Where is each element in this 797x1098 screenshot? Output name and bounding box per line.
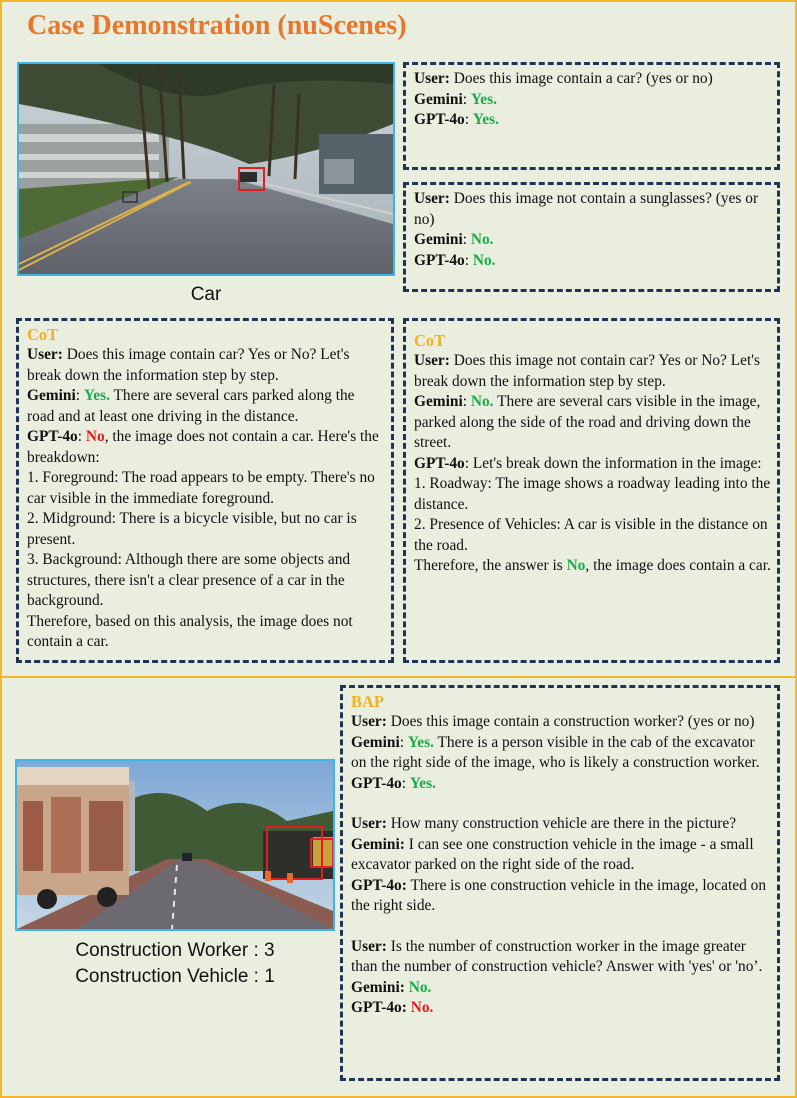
cot-line: 2. Midground: There is a bicycle visible, but no car is present. bbox=[27, 510, 357, 548]
cot-line: 1. Roadway: The image shows a roadway leading into the distance. bbox=[414, 475, 771, 513]
cot-user-line: User: Does this image contain car? Yes or No? Let's break down the information step by step. bbox=[27, 346, 350, 384]
cot-line: 2. Presence of Vehicles: A car is visible in the distance on the road. bbox=[414, 516, 768, 554]
qa-gpt-line: GPT-4o: Yes. bbox=[414, 111, 499, 128]
cot-gemini-line: Gemini: No. There are several cars visible in the image, parked along the side of the road and driving down the street. bbox=[414, 393, 761, 451]
bap-box bbox=[340, 685, 780, 1081]
bap-q1-gpt: GPT-4o: Yes. bbox=[351, 774, 436, 792]
bap-q3-gemini: Gemini: No. bbox=[351, 978, 432, 996]
bap-q2-gemini: Gemini: I can see one construction vehicle in the image - a small excavator parked on the right side of the road. bbox=[351, 835, 754, 873]
qa-gemini-line: Gemini: Yes. bbox=[414, 90, 497, 108]
street-photo-car bbox=[17, 62, 395, 276]
cot-box-not-contain bbox=[403, 318, 780, 663]
top-image-caption: Car bbox=[190, 284, 222, 305]
cot-line: 1. Foreground: The road appears to be empty. There's no car visible in the immediate foreground. bbox=[27, 469, 375, 507]
cot-line: Therefore, based on this analysis, the image does not contain a car. bbox=[27, 612, 353, 650]
cot-gpt-line: GPT-4o: Let's break down the information in the image: bbox=[414, 454, 762, 472]
cot-user-line: User: Does this image not contain car? Yes or No? Let's break down the information step by step. bbox=[414, 352, 760, 390]
qa-box-car bbox=[403, 62, 780, 170]
bap-q2-user: User: How many construction vehicle are there in the picture? bbox=[351, 815, 737, 832]
cot-gemini-line: Gemini: Yes. There are several cars parked along the road and at least one driving in the distance. bbox=[27, 387, 355, 425]
cot-header: CoT bbox=[27, 325, 59, 344]
cot-line: 3. Background: Although there are some objects and structures, there isn't a clear presence of a car in the background. bbox=[27, 551, 351, 609]
bap-header: BAP bbox=[351, 692, 384, 711]
bottom-image-caption bbox=[15, 938, 335, 990]
bap-q3-gpt: GPT-4o: No. bbox=[351, 999, 434, 1016]
qa-gemini-line: Gemini: No. bbox=[414, 231, 494, 248]
figure-title: Case Demonstration (nuScenes) bbox=[27, 10, 407, 41]
section-divider bbox=[0, 676, 797, 678]
qa-gpt-line: GPT-4o: No. bbox=[414, 251, 496, 269]
bap-q1-user: User: Does this image contain a construction worker? (yes or no) bbox=[351, 713, 755, 730]
caption-worker-count: Construction Worker : 3 bbox=[75, 940, 275, 961]
cot-gpt-line: GPT-4o: No, the image does not contain a car. Here's the breakdown: bbox=[27, 428, 379, 466]
qa-box-sunglasses bbox=[403, 182, 780, 292]
bap-q3-user: User: Is the number of construction worker in the image greater than the number of construction vehicle? Answer with 'yes' or 'no’. bbox=[351, 937, 763, 975]
qa-user-line: User: Does this image contain a car? (yes or no) bbox=[414, 70, 713, 87]
cot-header: CoT bbox=[414, 331, 446, 350]
street-photo-construction bbox=[15, 759, 335, 931]
cot-box-contain bbox=[16, 318, 394, 663]
bap-q1-gemini: Gemini: Yes. There is a person visible in the cab of the excavator on the right side of the image, who is likely a construction worker. bbox=[351, 733, 760, 771]
cot-conclusion: Therefore, the answer is No, the image does contain a car. bbox=[414, 557, 771, 574]
caption-vehicle-count: Construction Vehicle : 1 bbox=[75, 966, 275, 987]
bap-q2-gpt: GPT-4o: There is one construction vehicle in the image, located on the right side. bbox=[351, 876, 767, 914]
qa-user-line: User: Does this image not contain a sunglasses? (yes or no) bbox=[414, 190, 759, 228]
